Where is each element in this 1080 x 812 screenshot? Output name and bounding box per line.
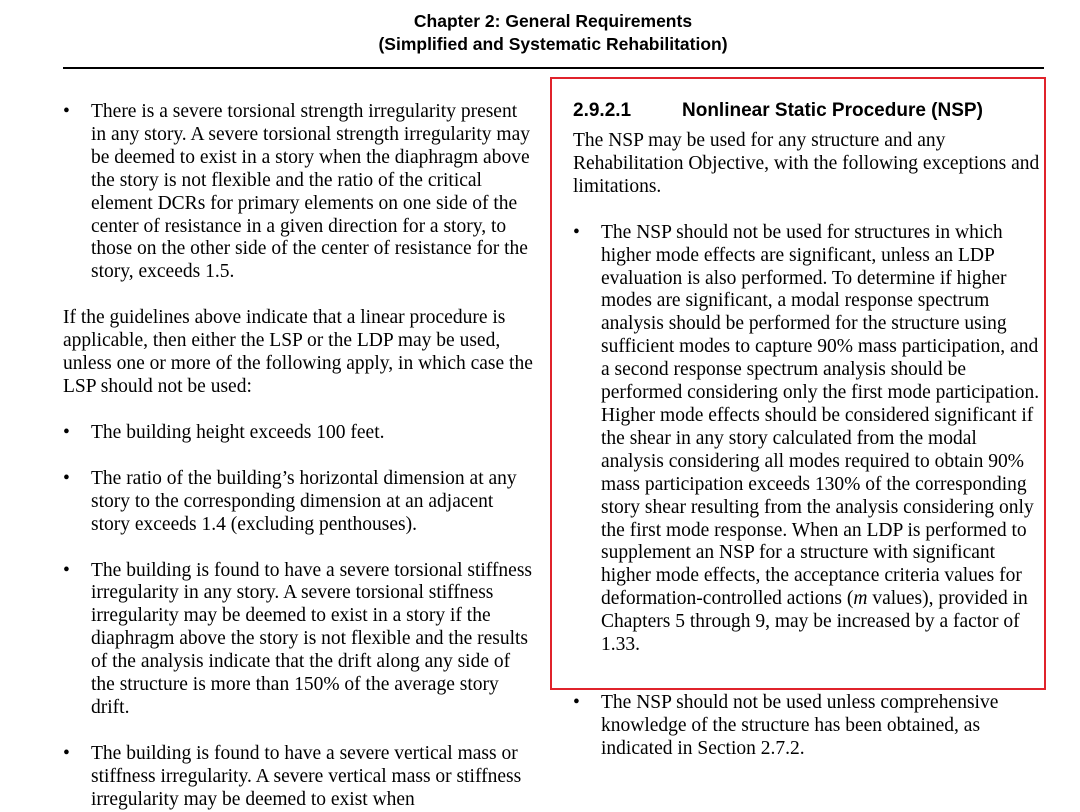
header-rule (63, 67, 1044, 69)
list-item (63, 101, 533, 284)
nsp-intro: The NSP may be used for any structure and any Rehabilitation Objective, with the following exceptions and limitations. (573, 130, 1040, 197)
bullet-icon: • (63, 421, 70, 443)
torsional-strength-text: There is a severe torsional strength irregularity present in any story. A severe torsional strength irregularity may be deemed to exist in a story when the diaphragm above the story is not flexible and the ratio of the critical element DCRs for primary elements on one side of the center of resistance in a given direction for a story, to those on the other side of the center of resistance for the story, exceeds 1.5. (91, 101, 531, 283)
bullet-icon: • (63, 559, 70, 581)
vertical-irregularity-text: The building is found to have a severe vertical mass or stiffness irregularity. A severe vertical mass or stiffness irregularity may be deemed to exist when (91, 742, 522, 810)
list-item (63, 422, 533, 445)
section-number: 2.9.2.1 (573, 100, 632, 121)
left-column (63, 101, 533, 812)
higher-mode-text-part2: values), provided in Chapters 5 through 9, may be increased by a factor of 1.33. (601, 588, 1028, 656)
higher-mode-text-part1: The NSP should not be used for structures in which higher mode effects are significant, unless an LDP evaluation is also performed. To determine if higher modes are significant, a modal response spectrum analysis should be performed for the structure using sufficient modes to capture 90% mass participation, and a second response spectrum analysis should be performed considering only the first mode participation. Higher mode effects should be considered significant if the shear in any story calculated from the modal analysis considering all modes required to obtain 90% mass participation exceeds 130% of the corresponding story shear resulting from the analysis considering only the first mode response. When an LDP is performed to supplement an NSP for a structure with significant higher mode effects, the acceptance criteria values for deformation-controlled actions ( (601, 221, 1040, 610)
chapter-subtitle: (Simplified and Systematic Rehabilitation) (378, 34, 728, 54)
list-item (573, 692, 1043, 761)
bullet-icon: • (63, 742, 70, 764)
chapter-title: Chapter 2: General Requirements (413, 11, 693, 31)
comprehensive-knowledge-text: The NSP should not be used unless comprehensive knowledge of the structure has been obtained, as indicated in Section 2.7.2. (601, 691, 999, 759)
horizontal-dimension-text: The ratio of the building’s horizontal dimension at any story to the corresponding dimension at an adjacent story exceeds 1.4 (excluding penthouses). (91, 467, 517, 535)
list-item (63, 560, 533, 720)
torsional-stiffness-text: The building is found to have a severe torsional stiffness irregularity in any story. A severe torsional stiffness irregularity may be deemed to exist in a story if the diaphragm above the story is not flexible and the results of the analysis indicate that the drift along any side of the structure is more than 150% of the average story drift. (91, 559, 533, 718)
bullet-icon: • (63, 101, 70, 122)
bullet-icon: • (573, 221, 580, 243)
list-item (63, 743, 533, 812)
list-item (573, 222, 1043, 657)
building-height-text: The building height exceeds 100 feet. (91, 421, 385, 443)
section-title: Nonlinear Static Procedure (NSP) (682, 100, 983, 121)
higher-mode-text (601, 222, 1043, 657)
list-item (63, 468, 533, 537)
m-values-italic: m (853, 588, 868, 610)
bullet-icon: • (63, 467, 70, 489)
chapter-header (0, 10, 1080, 56)
bullet-icon: • (573, 691, 580, 713)
linear-procedure-paragraph: If the guidelines above indicate that a linear procedure is applicable, then either the LSP or the LDP may be used, unless one or more of the following apply, in which case the LSP should not be used: (63, 307, 533, 397)
right-column (573, 98, 1043, 761)
section-heading (573, 98, 1043, 124)
